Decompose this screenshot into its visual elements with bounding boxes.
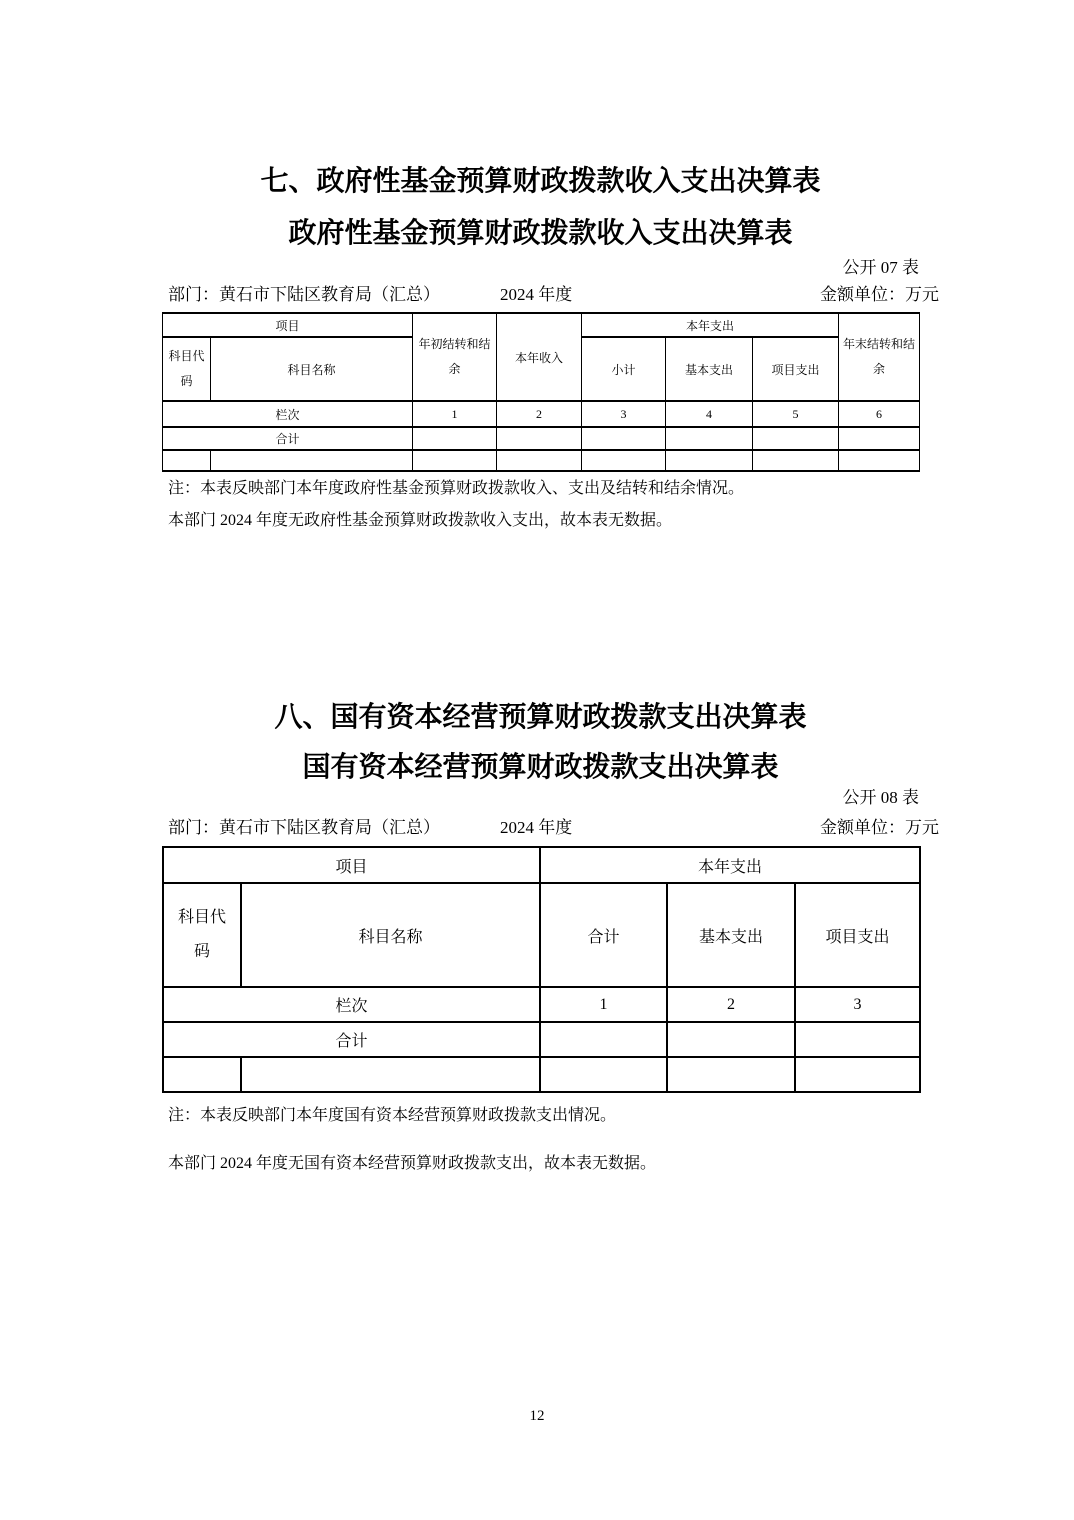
table08: [162, 846, 921, 1093]
table07-meta-line: [162, 284, 939, 306]
table07-title: 政府性基金预算财政拨款收入支出决算表: [288, 217, 793, 248]
t07-total-cell: [753, 427, 839, 450]
t07-total-cell: [497, 427, 582, 450]
t07-rank-5: 5: [753, 401, 839, 427]
t08-rank-2: 2: [667, 987, 795, 1022]
t07-rank-label: 栏次: [163, 401, 413, 427]
t07-header-opening-balance: 年初结转和结余: [413, 313, 497, 401]
t08-header-project-expenditure: 项目支出: [795, 883, 920, 987]
t08-header-total: 合计: [540, 883, 667, 987]
t07-rank-1: 1: [413, 401, 497, 427]
t08-total-cell: [667, 1022, 795, 1057]
section8-heading: 八、国有资本经营预算财政拨款支出决算表: [274, 701, 807, 732]
t07-header-year-income: 本年收入: [497, 313, 582, 401]
t07-total-cell: [839, 427, 920, 450]
t07-empty-cell: [497, 450, 582, 471]
table07-no-data-statement: 本部门 2024 年度无政府性基金预算财政拨款收入支出，故本表无数据。: [168, 512, 673, 529]
t08-empty-cell: [540, 1057, 667, 1092]
t08-header-year-expenditure: 本年支出: [540, 847, 920, 883]
t08-empty-cell: [241, 1057, 540, 1092]
t07-empty-cell: [753, 450, 839, 471]
t08-header-subject-code: 科目代码: [163, 883, 241, 987]
table08-code-label: 公开 08 表: [842, 788, 919, 807]
t07-header-year-expenditure: 本年支出: [582, 313, 839, 337]
t08-total-cell: [540, 1022, 667, 1057]
t07-total-label: 合计: [163, 427, 413, 450]
t07-empty-cell: [666, 450, 753, 471]
t07-total-cell: [413, 427, 497, 450]
t08-rank-1: 1: [540, 987, 667, 1022]
table07-code-label: 公开 07 表: [842, 258, 919, 277]
t07-total-cell: [582, 427, 666, 450]
t07-header-subject-name: 科目名称: [211, 337, 413, 401]
t08-header-basic-expenditure: 基本支出: [667, 883, 795, 987]
t08-total-label: 合计: [163, 1022, 540, 1057]
t07-empty-cell: [211, 450, 413, 471]
table08-title: 国有资本经营预算财政拨款支出决算表: [302, 751, 779, 782]
t08-header-subject-name: 科目名称: [241, 883, 540, 987]
t08-rank-3: 3: [795, 987, 920, 1022]
table08-meta-line: [162, 817, 939, 839]
table07-unit: 金额单位：万元: [820, 285, 939, 304]
t07-rank-2: 2: [497, 401, 582, 427]
t08-empty-cell: [163, 1057, 241, 1092]
table08-no-data-statement: 本部门 2024 年度无国有资本经营预算财政拨款支出，故本表无数据。: [168, 1155, 657, 1172]
t07-header-basic-expenditure: 基本支出: [666, 337, 753, 401]
table08-note: 注：本表反映部门本年度国有资本经营预算财政拨款支出情况。: [168, 1107, 617, 1124]
t07-header-subtotal: 小计: [582, 337, 666, 401]
t07-total-cell: [666, 427, 753, 450]
t07-empty-cell: [839, 450, 920, 471]
t07-header-closing-balance: 年末结转和结余: [839, 313, 920, 401]
page-number: 12: [529, 1408, 545, 1424]
t08-empty-cell: [795, 1057, 920, 1092]
section7-heading: 七、政府性基金预算财政拨款收入支出决算表: [260, 165, 821, 196]
t07-rank-6: 6: [839, 401, 920, 427]
table07-year: 2024 年度: [500, 285, 573, 304]
t07-rank-4: 4: [666, 401, 753, 427]
t08-rank-label: 栏次: [163, 987, 540, 1022]
t07-header-subject-code: 科目代码: [163, 337, 211, 401]
table07-note: 注：本表反映部门本年度政府性基金预算财政拨款收入、支出及结转和结余情况。: [168, 480, 745, 497]
page-content: [162, 0, 939, 1520]
t07-empty-cell: [163, 450, 211, 471]
t07-header-project: 项目: [163, 313, 413, 337]
t08-total-cell: [795, 1022, 920, 1057]
t07-empty-cell: [582, 450, 666, 471]
table08-year: 2024 年度: [500, 818, 573, 837]
table08-unit: 金额单位：万元: [820, 818, 939, 837]
t07-empty-cell: [413, 450, 497, 471]
t08-empty-cell: [667, 1057, 795, 1092]
table08-department: 部门：黄石市下陆区教育局（汇总）: [168, 818, 440, 837]
t07-rank-3: 3: [582, 401, 666, 427]
table07: [162, 312, 920, 472]
t07-header-project-expenditure: 项目支出: [753, 337, 839, 401]
table07-department: 部门：黄石市下陆区教育局（汇总）: [168, 285, 440, 304]
t08-header-project: 项目: [163, 847, 540, 883]
